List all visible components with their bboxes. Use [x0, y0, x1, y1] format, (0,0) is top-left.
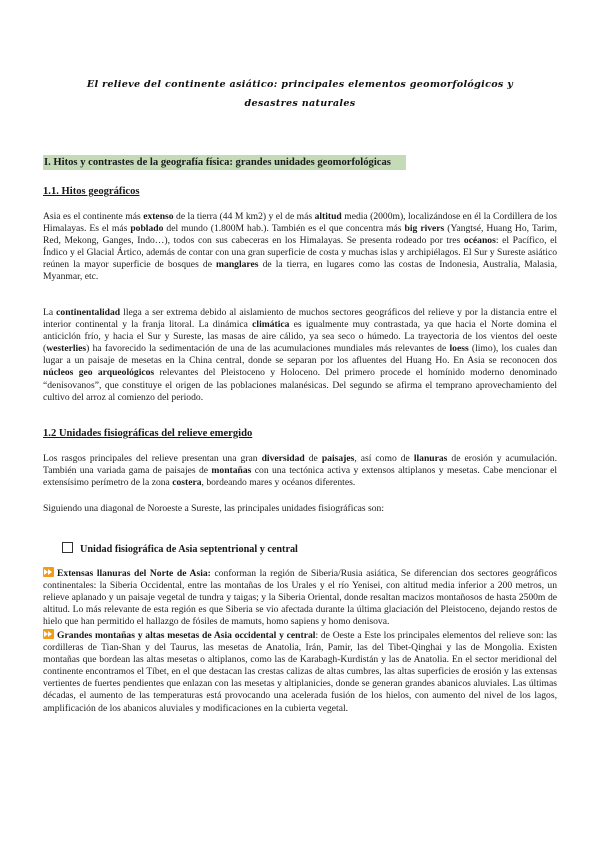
- title-line-2: desastres naturales: [244, 98, 356, 109]
- section-1-heading: I. Hitos y contrastes de la geografía física: grandes unidades geomorfológicas: [43, 155, 406, 170]
- bold-term: poblado: [130, 223, 164, 235]
- bold-term: extenso: [143, 211, 174, 222]
- section-1-2-intro: Siguiendo una diagonal de Noroeste a Sureste, las principales unidades fisiográficas son:: [43, 503, 385, 514]
- bold-term: paisajes: [321, 453, 355, 464]
- bold-term: climática: [252, 319, 290, 331]
- section-1-2-heading: 1.2 Unidades fisiográficas del relieve emergido: [43, 428, 253, 439]
- checkbox-icon: [62, 542, 73, 553]
- document-title: [60, 75, 540, 113]
- bullet-northern-plains-text: Extensas llanuras del Norte de Asia: conforman la región de Siberia/Rusia asiática, Se diferencian dos sectores geográficos continentales: la Siberia Occidental, entre las montañas de los Urales y el río Yenisei, con altitud media inferior a 200 metros, un relieve aplanado y un paisaje vegetal de tundra y taigas; y la Siberia Oriental, donde resaltan macizos montañosos de hasta 2500m de altitud. Lo más relevante de esta región es que Siberia se vio afectada durante la última glaciación del Pleistoceno, dejando restos de hielo que han permitido el hallazgo de fósiles de mamuts, homo sapiens y homo denisova.: [43, 568, 557, 628]
- section-1-1-heading: 1.1. Hitos geográficos: [43, 186, 140, 197]
- title-line-1: El relieve del continente asiático: principales elementos geomorfológicos y: [86, 79, 514, 90]
- bold-term: Grandes montañas y altas mesetas de Asia occidental y central: [57, 630, 316, 641]
- bold-term: diversidad: [261, 453, 305, 464]
- unit-1-heading-label: Unidad fisiográfica de Asia septentrional y central: [80, 544, 298, 555]
- bullet-western-central-mountains: [43, 629, 557, 715]
- unit-1-heading: [62, 542, 298, 557]
- bold-term: altitud: [314, 211, 342, 222]
- bullet-northern-plains: [43, 567, 557, 628]
- fast-forward-icon: [43, 629, 54, 639]
- bold-term: big rivers: [404, 223, 445, 235]
- bullet-western-central-mountains-text: Grandes montañas y altas mesetas de Asia occidental y central: de Oeste a Este los principales elementos del relieve son: las cordilleras de Tian-Shan y del Taurus, las mesetas de Anatolia, Irán, Pamir, las del Tibet-Qinghai y las de Mongolia. Existen montañas que bordean las altas mesetas o altiplanos, como las de Karabagh-Kurdistán y las de Anatolia. En el sector meridional del continente encontramos el Tíbet, en el que destacan las crestas calizas de altas cumbres, las altas superficies de erosión y las extensas vertientes de fuertes pendientes que enlazan con las mesetas y altiplanicies, donde se generan grandes abanicos aluviales. Las últimas décadas, el aumento de las temperaturas está provocando una acelerada fusión de los hielos, con aumento del nivel de los lagos, amplificación de los abanicos aluviales y modificaciones en la cubierta vegetal.: [43, 630, 557, 714]
- bold-term: manglares: [216, 259, 259, 271]
- section-1-1-paragraph: Asia es el continente más extenso de la tierra (44 M km2) y el de más altitud media (2000m), localizándose en él la Cordillera de los Himalayas. Es el más poblado del mundo (1.800M hab.). También es el que concentra más big rivers (Yangtsé, Huang Ho, Tarim, Red, Mekong, Ganges, Indo…), todos con sus cabeceras en los Himalayas. Se presenta rodeado por tres océanos: el Pacífico, el Índico y el Glacial Ártico, además de contar con una gran superficie de costa y muchas islas y archipiélagos. El Sur y Sureste asiático reúnen la mayor superficie de bosques de manglares de la tierra, en lugares como las costas de Indonesia, Australia, Malasia, Myanmar, etc.: [43, 211, 557, 283]
- bold-term: océanos: [463, 235, 496, 247]
- bold-term: Extensas llanuras del Norte de Asia:: [57, 568, 211, 579]
- section-1-1-paragraph-2: La continentalidad llega a ser extrema debido al aislamiento de muchos sectores geográficos del relieve y por la distancia entre el interior continental y la franja litoral. La dinámica climática es igualmente muy contrastada, ya que hacia el Norte domina el anticiclón frío, y hacia el Sur y Sureste, las masas de aire cálido, ya sea seco o húmedo. La trayectoria de los vientos del oeste (westerlies) ha favorecido la sedimentación de una de las acumulaciones mundiales más relevantes de loess (limo), los cuales dan lugar a un paisaje de mesetas en la China central, donde se separan por los afluentes del Huang Ho. En Asia se reconocen dos núcleos geo arqueológicos relevantes del Pleistoceno y Holoceno. Del primero procede el homínido moderno denominado “denisovanos”, que constituye el origen de las poblaciones malanésicas. Del segundo se afirma el temprano aprovechamiento del cultivo del arroz al comienzo del periodo.: [43, 307, 557, 403]
- bold-term: westerlies: [46, 343, 87, 355]
- bold-term: núcleos geo arqueológicos: [43, 367, 155, 379]
- bold-term: llanuras: [413, 453, 448, 464]
- bold-term: montañas: [211, 465, 252, 477]
- bold-term: loess: [449, 343, 469, 355]
- bold-term: costera: [172, 477, 202, 489]
- fast-forward-icon: [43, 567, 54, 577]
- section-1-2-paragraph: Los rasgos principales del relieve presentan una gran diversidad de paisajes, así como de llanuras de erosión y acumulación. También una variada gama de paisajes de montañas con una tectónica activa y extensos altiplanos y mesetas. Cabe mencionar el extensísimo perímetro de la zona costera, bordeando mares y océanos diferentes.: [43, 453, 557, 489]
- bold-term: continentalidad: [56, 307, 121, 318]
